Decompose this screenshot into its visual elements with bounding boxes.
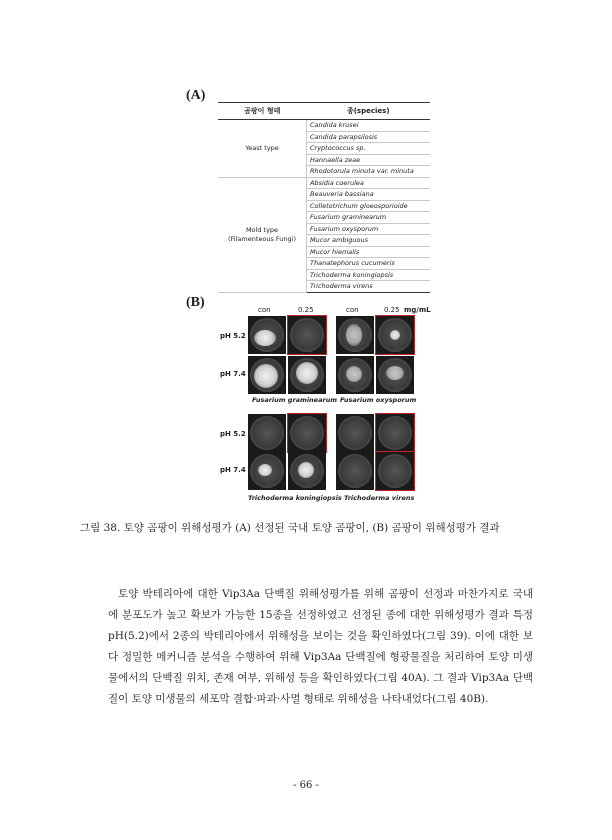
species-cell: Fusarium graminearum: [307, 212, 431, 224]
species-cell: Mucor ambiguous: [307, 235, 431, 247]
species-cell: Cryptococcus sp.: [307, 143, 431, 155]
plate-tk-con-ph74: [248, 452, 286, 490]
mold-type-line2: (Filamenteous Fungi): [227, 234, 297, 243]
species-cell: Trichoderma koningiopsis: [307, 269, 431, 281]
plate-fg-dose-ph74: [288, 356, 326, 394]
species-cell: Mucor hiemalis: [307, 246, 431, 258]
species-cell: Trichoderma virens: [307, 281, 431, 293]
header-species: 종(species): [307, 103, 431, 120]
species-caption-4: Trichoderma virens: [344, 494, 415, 502]
mold-type-line1: Mold type: [245, 225, 279, 234]
species-cell: Rhodotorula minuta var. minuta: [307, 166, 431, 178]
col-dose-2: 0.25: [384, 306, 400, 314]
species-cell: Absidia coerulea: [307, 177, 431, 189]
body-paragraph: [108, 584, 533, 710]
species-cell: Fusarium oxysporum: [307, 223, 431, 235]
plate-tv-con-ph52: [336, 414, 374, 452]
species-cell: Beauveria bassiana: [307, 189, 431, 201]
col-dose-1: 0.25: [298, 306, 314, 314]
mold-type-cell: [218, 177, 307, 292]
plate-assay-figure: [218, 300, 434, 510]
plate-tv-con-ph74: [336, 452, 374, 490]
figure-label-b: (B): [186, 295, 205, 310]
plate-tv-dose-ph52: [376, 414, 414, 452]
header-type: 곰팡이 형태: [218, 103, 307, 120]
col-con-1: con: [258, 306, 271, 314]
plate-tv-dose-ph74: [376, 452, 414, 490]
species-cell: Colletotrichum gloeosporioide: [307, 200, 431, 212]
plate-fo-dose-ph74: [376, 356, 414, 394]
plate-fo-dose-ph52: [376, 316, 414, 354]
species-cell: Thanatephorus cucumeris: [307, 258, 431, 270]
ph-label-bottom-2: pH 7.4: [220, 466, 246, 474]
species-cell: Candida krusei: [307, 120, 431, 132]
ph-label-top-1: pH 5.2: [220, 332, 246, 340]
figure-caption: 그림 38. 토양 곰팡이 위해성평가 (A) 선정된 국내 토양 곰팡이, (B) 곰팡이 위해성평가 결과: [80, 522, 500, 534]
plate-fo-con-ph74: [336, 356, 374, 394]
species-caption-3: Trichoderma koningiopsis: [248, 494, 342, 502]
plate-fg-con-ph74: [248, 356, 286, 394]
unit-label: mg/mL: [404, 306, 431, 314]
yeast-type-cell: Yeast type: [218, 120, 307, 178]
page-number: - 66 -: [293, 780, 319, 791]
ph-label-bottom-1: pH 5.2: [220, 430, 246, 438]
plate-fo-con-ph52: [336, 316, 374, 354]
fungi-species-table: [218, 102, 430, 293]
table-row: [218, 177, 430, 189]
table-header-row: [218, 103, 430, 120]
plate-fg-dose-ph52: [288, 316, 326, 354]
paragraph-text: 토양 박테리아에 대한 Vip3Aa 단백질 위해성평가를 위해 곰팡이 선정과 마찬가지로 국내에 분포도가 높고 확보가 가능한 15종을 선정하였고 선정된 종에 대한 위해성평가 결과 특정 pH(5.2)에서 2종의 박테리아에서 위해성을 보이는 것을 확인하였다(그림 39). 이에 대한 보다 정밀한 메커니즘 분석을 수행하여 위해 Vip3Aa 단백질에 형광물질을 처리하여 토양 미생물에서의 단백질 위치, 존재 여부, 위해성 등을 확인하였다(그림 40A). 그 결과 Vip3Aa 단백질이 토양 미생물의 세포막 결합·파과·사멸 형태로 위해성을 나타내었다(그림 40B).: [108, 588, 533, 705]
species-caption-1: Fusarium graminearum: [252, 396, 338, 404]
plate-tk-con-ph52: [248, 414, 286, 452]
col-con-2: con: [346, 306, 359, 314]
plate-fg-con-ph52: [248, 316, 286, 354]
plate-tk-dose-ph74: [288, 452, 326, 490]
plate-tk-dose-ph52: [288, 414, 326, 452]
ph-label-top-2: pH 7.4: [220, 370, 246, 378]
figure-label-a: (A): [186, 88, 206, 103]
species-cell: Candida parapsilosis: [307, 131, 431, 143]
species-caption-2: Fusarium oxysporum: [340, 396, 417, 404]
table-row: [218, 120, 430, 132]
species-cell: Hannaella zeae: [307, 154, 431, 166]
